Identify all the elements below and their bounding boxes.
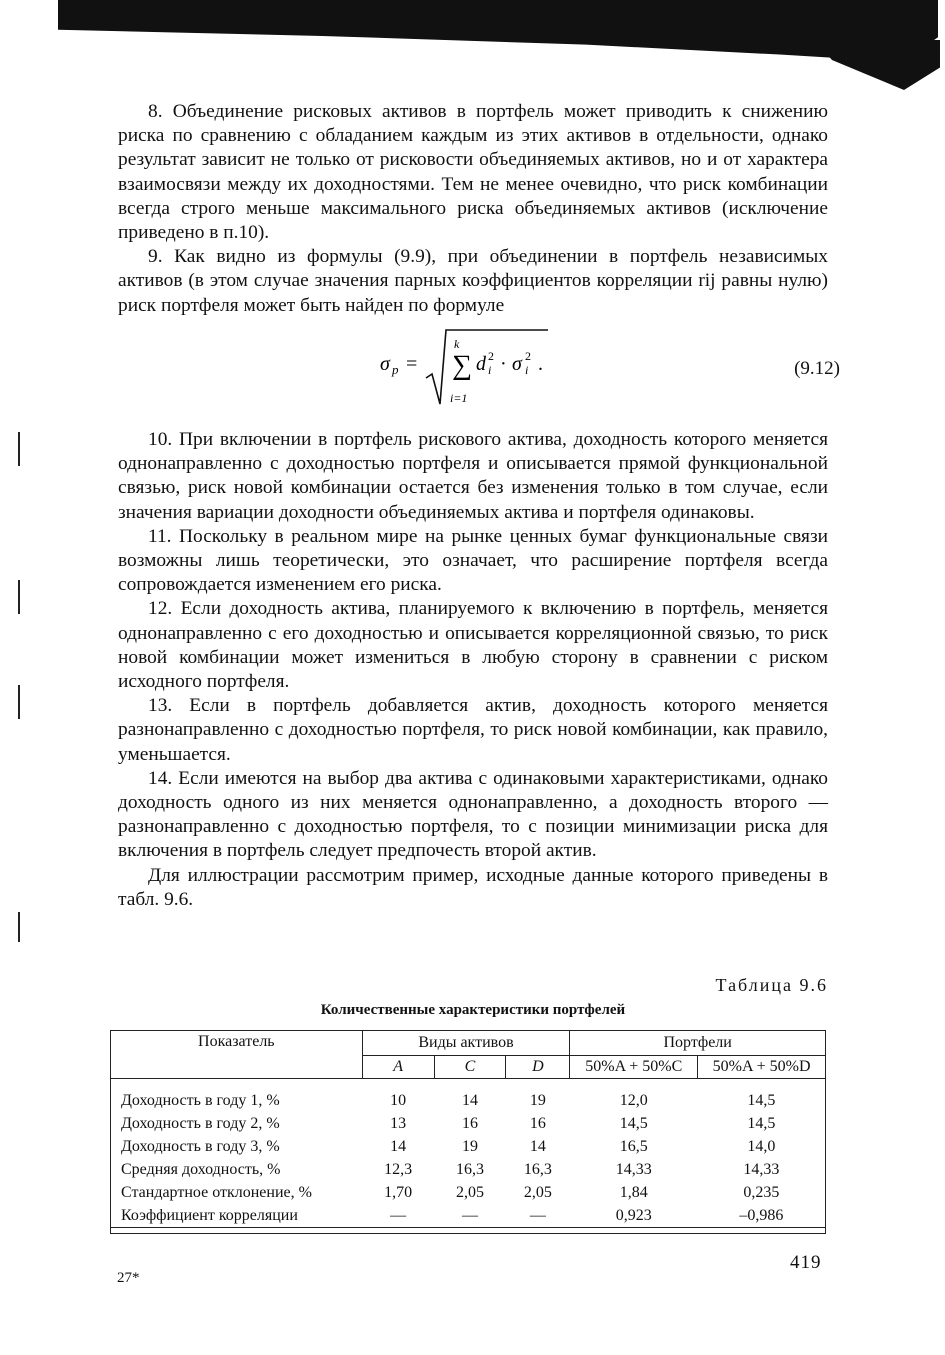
cell: 14 [529, 1137, 546, 1155]
cell: 14,33 [615, 1160, 652, 1178]
cell: 14,5 [747, 1091, 776, 1109]
cell: 12,0 [619, 1091, 648, 1109]
cell: 16,3 [523, 1160, 552, 1178]
cell: 14 [462, 1091, 478, 1109]
paragraph-10: 10. При включении в портфель рискового актива, доходность которого меняется однонаправленно с доходностью портфеля и описывается прямой функциональной связью, риск новой комбинации остается без изменения только в том случае, если значения вариации доходности объединяемых актива и портфеля одинаковы. [118, 429, 828, 523]
cell: 14,5 [619, 1114, 648, 1132]
margin-mark [18, 580, 20, 614]
cell: 16 [529, 1114, 546, 1132]
row-label: Коэффициент корреляции [121, 1206, 298, 1224]
cell: 14 [390, 1137, 407, 1155]
cell: — [390, 1206, 407, 1224]
table-title: Количественные характеристики портфелей [320, 1002, 626, 1018]
subheader-asset-a: A [362, 1056, 434, 1079]
svg-text:p: p [392, 362, 399, 377]
sum-lower: i=1 [450, 391, 468, 405]
page-number: 419 [790, 1252, 822, 1273]
cell: — [462, 1206, 478, 1224]
table-row [111, 1112, 826, 1135]
sheet-signature: 27* [117, 1270, 140, 1286]
svg-text:σ: σ [380, 353, 390, 375]
cell: –0,986 [739, 1206, 784, 1224]
svg-text:∑: ∑ [452, 350, 472, 381]
cell: 16,3 [456, 1160, 484, 1178]
cell: 0,923 [615, 1206, 652, 1224]
paragraph-9: 9. Как видно из формулы (9.9), при объединении в портфель независимых активов (в этом случае значения парных коэффициентов корреляции rij равны нулю) риск портфеля может быть найден по формуле [118, 246, 828, 316]
paragraph-intro-example: Для иллюстрации рассмотрим пример, исходные данные которого приведены в табл. 9.6. [118, 864, 828, 910]
portfolio-table [110, 1030, 826, 1228]
svg-text:=: = [406, 353, 418, 375]
cell: 2,05 [523, 1183, 552, 1201]
row-label: Доходность в году 1, % [121, 1091, 280, 1109]
paragraph-11: 11. Поскольку в реальном мире на рынке ценных бумаг функциональные связи возможны лишь теоретически, это означает, что расширение портфеля всегда сопровождается изменением его риска. [118, 525, 828, 596]
subheader-portfolio-ac: 50%A + 50%C [570, 1056, 698, 1079]
text-block-upper [118, 100, 828, 318]
header-assets: Виды активов [362, 1031, 570, 1056]
table-row [111, 1135, 826, 1158]
cell: 19 [529, 1091, 546, 1109]
cell: 16 [462, 1114, 478, 1132]
equation-number: (9.12) [794, 358, 840, 379]
cell: 16,5 [619, 1137, 648, 1155]
subheader-asset-c: C [434, 1056, 506, 1079]
margin-mark [18, 685, 20, 719]
table-row [111, 1204, 826, 1228]
cell: 10 [390, 1091, 407, 1109]
cell: 14,33 [743, 1160, 780, 1178]
text-block-lower [118, 428, 828, 912]
row-label: Стандартное отклонение, % [121, 1183, 312, 1201]
table-row [111, 1181, 826, 1204]
svg-text:2: 2 [525, 349, 531, 363]
svg-text:σ: σ [512, 353, 522, 375]
svg-text:2: 2 [488, 349, 494, 363]
row-label: Доходность в году 3, % [121, 1137, 280, 1155]
cell: 0,235 [743, 1183, 780, 1201]
margin-mark [18, 912, 20, 942]
table-row [111, 1158, 826, 1181]
paragraph-13: 13. Если в портфель добавляется актив, доходность которого меняется разнонаправленно с доходностью портфеля, то риск новой комбинации, как правило, уменьшается. [118, 695, 828, 765]
svg-text:i: i [488, 363, 492, 377]
header-portfolios: Портфели [570, 1031, 826, 1056]
row-label: Доходность в году 2, % [121, 1114, 280, 1132]
header-indicator: Показатель [111, 1031, 363, 1079]
cell: 13 [390, 1114, 407, 1132]
paragraph-12: 12. Если доходность актива, планируемого к включению в портфель, меняется однонаправленно с его доходностью и описывается корреляционной связью, то риск новой комбинации может измениться в любую сторону в сравнении с риском исходного портфеля. [118, 598, 828, 693]
cell: 1,84 [619, 1183, 648, 1201]
svg-text:i: i [525, 363, 529, 377]
cell: 14,5 [747, 1114, 776, 1132]
row-label: Средняя доходность, % [121, 1160, 281, 1178]
formula-9-12 [380, 328, 840, 408]
subheader-portfolio-ad: 50%A + 50%D [698, 1056, 826, 1079]
subheader-asset-d: D [506, 1056, 570, 1079]
svg-text:.: . [538, 353, 543, 375]
margin-mark [18, 432, 20, 466]
cell: 19 [462, 1137, 478, 1155]
table-row [111, 1079, 826, 1113]
formula-graphic [380, 328, 840, 408]
svg-text:d: d [476, 353, 486, 375]
cell: — [529, 1206, 546, 1224]
cell: 12,3 [384, 1160, 413, 1178]
cell: 1,70 [384, 1183, 413, 1201]
cell: 2,05 [456, 1183, 484, 1201]
paragraph-14: 14. Если имеются на выбор два актива с одинаковыми характеристиками, однако доходность одного из них меняется однонаправленно, а доходность второго — разнонаправленно с доходностью портфеля, то с позиции минимизации риска для включения в портфель следует предпочесть второй актив. [118, 767, 828, 862]
sum-upper: k [454, 337, 460, 351]
paragraph-8: 8. Объединение рисковых активов в портфель может приводить к снижению риска по сравнению с обладанием каждым из этих активов в отдельности, однако результат зависит не только от рисковости объединяемых активов, но и от характера взаимосвязи между их доходностями. Тем не менее очевидно, что риск комбинации всегда строго меньше максимального риска объединяемых активов (исключение приведено в п.10). [118, 101, 828, 244]
cell: 14,0 [747, 1137, 776, 1155]
scan-dark-edge [58, 0, 938, 62]
table-number: Таблица 9.6 [715, 975, 828, 995]
svg-text:·: · [500, 353, 507, 375]
